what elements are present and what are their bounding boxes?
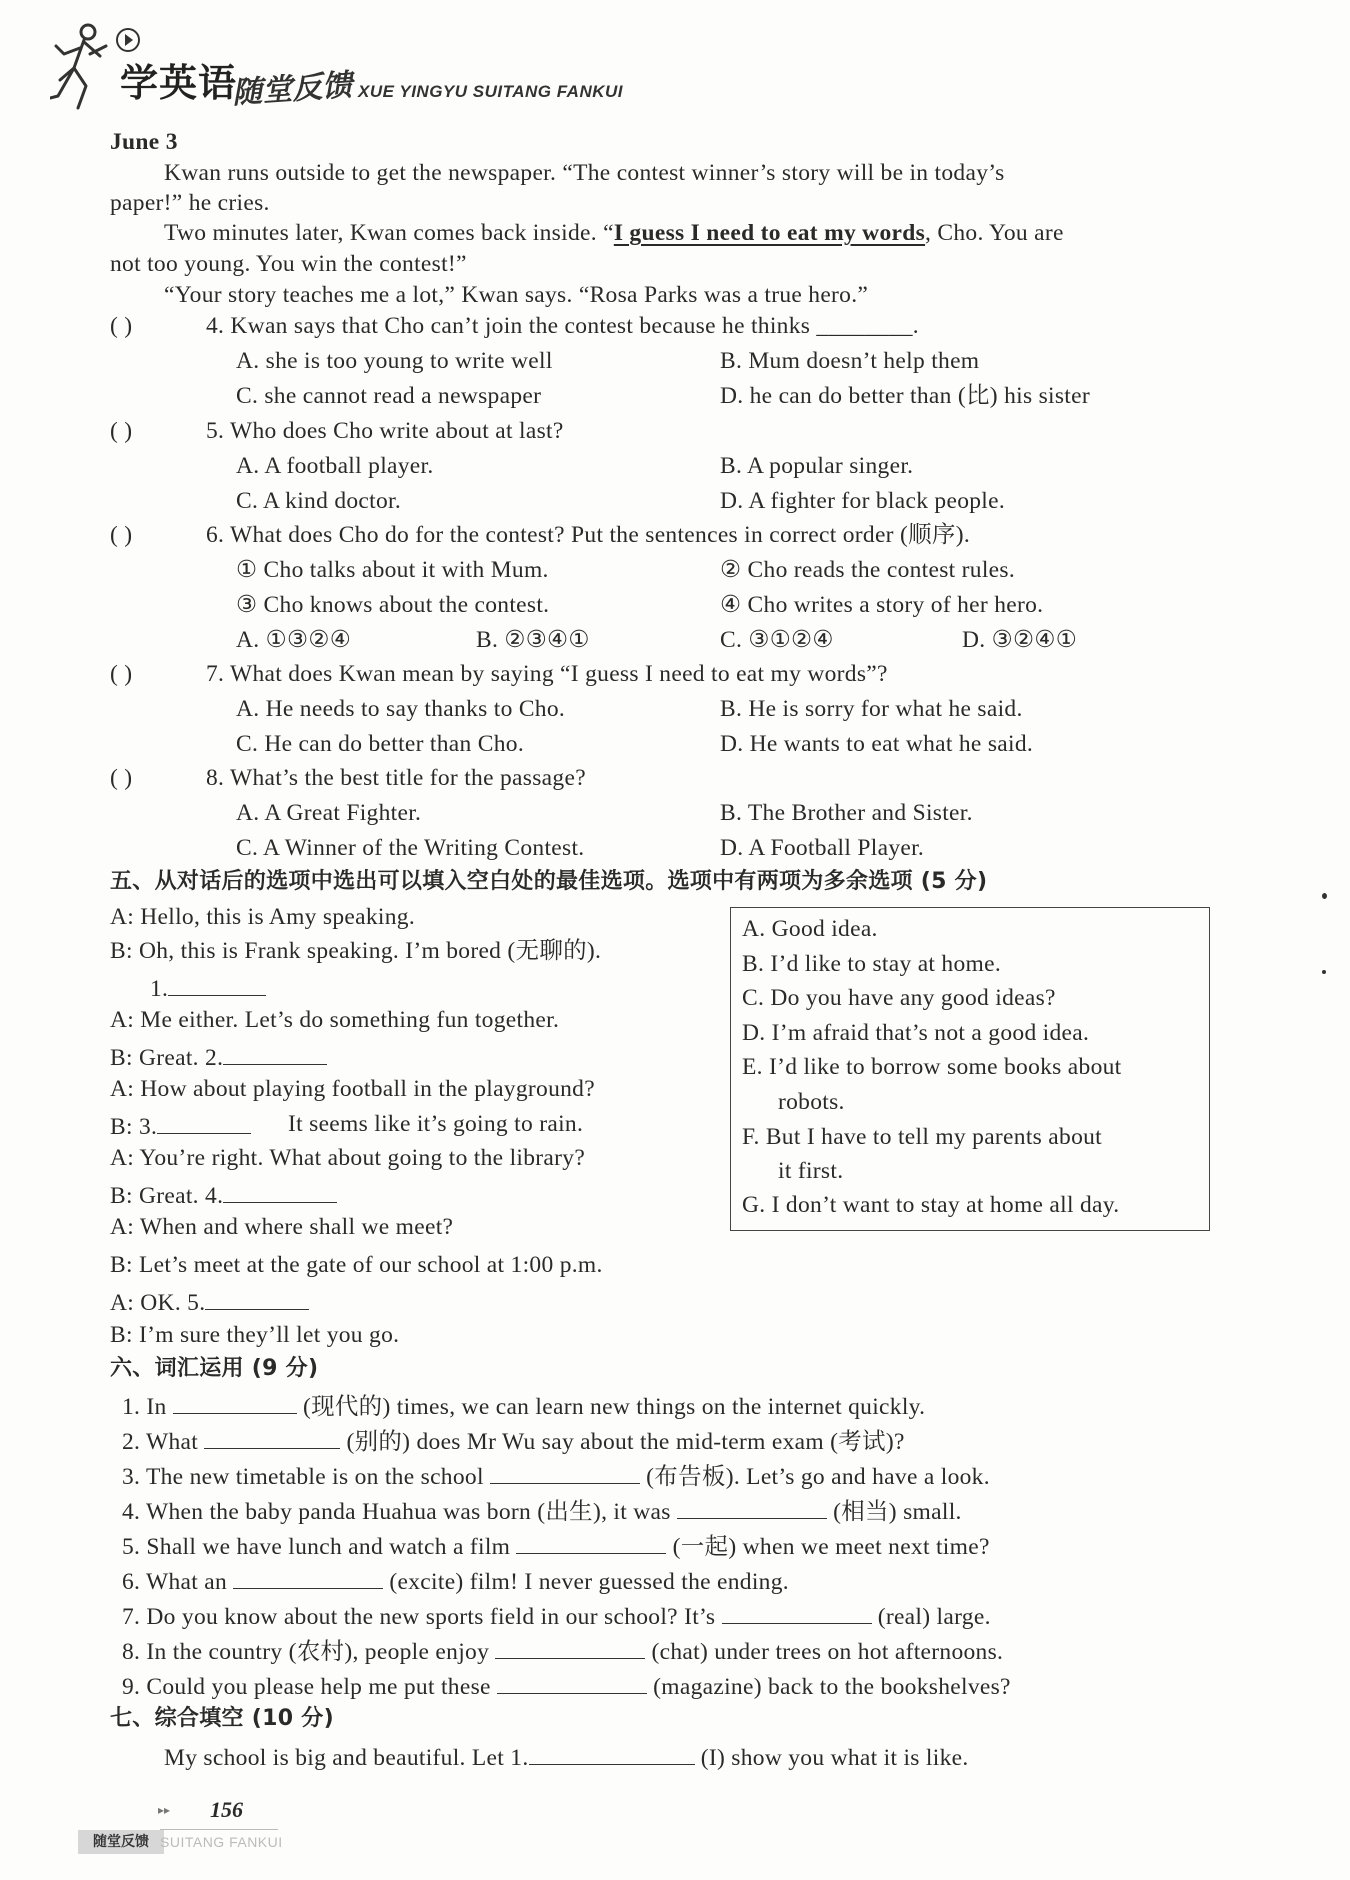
sentence-1: ① Cho talks about it with Mum. (236, 557, 549, 583)
answer-blank[interactable] (490, 1459, 640, 1484)
passage-line: “Your story teaches me a lot,” Kwan says. “Rosa Parks was a true hero.” (164, 282, 869, 308)
option-item: A. Good idea. (742, 916, 878, 942)
section-title: 七、综合填空 (10 分) (110, 1706, 334, 1731)
arrow-icon: ▸▸ (158, 1803, 171, 1817)
vocab-text: 3. The new timetable is on the school (122, 1464, 484, 1490)
dialogue-line (110, 1040, 327, 1073)
answer-paren[interactable]: ( ) (110, 522, 133, 548)
answer-blank[interactable] (233, 1564, 383, 1589)
footer-english: SUITANG FANKUI (160, 1834, 283, 1850)
dialogue-text: B: 3. (110, 1114, 158, 1140)
margin-mark (1322, 893, 1327, 899)
vocab-item (122, 1389, 925, 1422)
vocab-item (122, 1669, 1011, 1702)
dialogue-line: It seems like it’s going to rain. (288, 1111, 584, 1137)
answer-blank[interactable] (157, 1109, 251, 1134)
option-item-cont: it first. (778, 1158, 844, 1184)
answer-blank[interactable] (168, 971, 266, 996)
vocab-hint: (一起) when we meet next time? (672, 1534, 990, 1560)
dialogue-line: A: You’re right. What about going to the library? (110, 1145, 586, 1171)
answer-blank[interactable] (722, 1599, 872, 1624)
dialogue-line: A: Hello, this is Amy speaking. (110, 904, 416, 930)
cloze-text: My school is big and beautiful. Let (164, 1745, 505, 1771)
brand-title: 学英语 (120, 61, 238, 105)
question-stem: 6. What does Cho do for the contest? Put the sentences in correct order (顺序). (206, 522, 971, 548)
option-c: C. she cannot read a newspaper (236, 383, 542, 409)
option-c: C. A Winner of the Writing Contest. (236, 835, 585, 861)
option-item: E. I’d like to borrow some books about (742, 1054, 1122, 1080)
option-item: G. I don’t want to stay at home all day. (742, 1192, 1120, 1218)
dialogue-line: B: Oh, this is Frank speaking. I’m bored (无聊的). (110, 938, 602, 964)
footer-divider (160, 1829, 278, 1830)
dialogue-line: A: When and where shall we meet? (110, 1214, 454, 1240)
option-a: A. A Great Fighter. (236, 800, 422, 826)
answer-blank[interactable] (497, 1669, 647, 1694)
vocab-text: 6. What an (122, 1569, 228, 1595)
vocab-hint: (别的) does Mr Wu say about the mid-term exam (考试)? (346, 1429, 905, 1455)
option-d: D. he can do better than (比) his sister (720, 383, 1090, 409)
vocab-hint: (chat) under trees on hot afternoons. (651, 1639, 1004, 1665)
passage-date: June 3 (110, 129, 178, 155)
answer-blank[interactable] (516, 1529, 666, 1554)
section-title: 六、词汇运用 (9 分) (110, 1356, 319, 1381)
answer-paren[interactable]: ( ) (110, 661, 133, 687)
dialogue-line: A: Me either. Let’s do something fun together. (110, 1007, 560, 1033)
underlined-phrase: I guess I need to eat my words (613, 220, 926, 246)
answer-blank[interactable] (223, 1040, 327, 1065)
answer-paren[interactable]: ( ) (110, 765, 133, 791)
answer-blank[interactable] (205, 1285, 309, 1310)
option-d: D. ③②④① (962, 627, 1078, 653)
cloze-line (164, 1740, 969, 1773)
option-a: A. He needs to say thanks to Cho. (236, 696, 566, 722)
option-item: C. Do you have any good ideas? (742, 985, 1056, 1011)
blank-number: 1. (150, 976, 169, 1002)
dialogue-blank[interactable] (150, 971, 266, 1004)
brand-english: XUE YINGYU SUITANG FANKUI (358, 82, 624, 101)
vocab-text: 4. When the baby panda Huahua was born (出生), it was (122, 1499, 671, 1525)
vocab-text: 2. What (122, 1429, 199, 1455)
option-a: A. A football player. (236, 453, 434, 479)
vocab-item (122, 1424, 905, 1457)
option-item: B. I’d like to stay at home. (742, 951, 1002, 977)
dialogue-line: B: Let’s meet at the gate of our school at 1:00 p.m. (110, 1252, 603, 1278)
dialogue-text: B: Great. 2. (110, 1045, 224, 1071)
vocab-text: 7. Do you know about the new sports field in our school? It’s (122, 1604, 716, 1630)
vocab-hint: (相当) small. (833, 1499, 962, 1525)
dialogue-line (110, 1109, 251, 1142)
dialogue-line (110, 1178, 337, 1211)
vocab-item (122, 1564, 789, 1597)
dialogue-line (110, 1285, 309, 1318)
vocab-item (122, 1459, 990, 1492)
answer-paren[interactable]: ( ) (110, 313, 133, 339)
passage-line: paper!” he cries. (110, 190, 270, 216)
question-stem: 5. Who does Cho write about at last? (206, 418, 564, 444)
vocab-item (122, 1494, 962, 1527)
vocab-item (122, 1529, 990, 1562)
brand-subtitle: 随堂反馈 (231, 67, 354, 112)
option-b: B. He is sorry for what he said. (720, 696, 1023, 722)
vocab-text: 9. Could you please help me put these (122, 1674, 491, 1700)
option-d: D. A fighter for black people. (720, 488, 1006, 514)
option-b: B. The Brother and Sister. (720, 800, 973, 826)
blank-number: 1. (510, 1745, 529, 1771)
option-item-cont: robots. (778, 1089, 845, 1115)
answer-blank[interactable] (204, 1424, 340, 1449)
option-d: D. He wants to eat what he said. (720, 731, 1034, 757)
option-c: C. A kind doctor. (236, 488, 402, 514)
question-stem: 8. What’s the best title for the passage? (206, 765, 586, 791)
section-title: 五、从对话后的选项中选出可以填入空白处的最佳选项。选项中有两项为多余选项 (5 分) (110, 869, 988, 894)
passage-text: , Cho. You are (925, 220, 1064, 246)
page-number: 156 (210, 1797, 243, 1822)
answer-blank[interactable] (173, 1389, 297, 1414)
option-b: B. ②③④① (476, 627, 590, 653)
option-c: C. ③①②④ (720, 627, 834, 653)
margin-mark (1322, 970, 1326, 974)
answer-blank[interactable] (529, 1740, 695, 1765)
vocab-text: 1. In (122, 1394, 167, 1420)
passage-text: Two minutes later, Kwan comes back inside. “ (164, 220, 614, 246)
passage-line: not too young. You win the contest!” (110, 251, 467, 277)
vocab-text: 5. Shall we have lunch and watch a film (122, 1534, 511, 1560)
question-stem: 4. Kwan says that Cho can’t join the contest because he thinks ________. (206, 313, 919, 339)
option-d: D. A Football Player. (720, 835, 925, 861)
option-b: B. Mum doesn’t help them (720, 348, 980, 374)
answer-paren[interactable]: ( ) (110, 418, 133, 444)
option-c: C. He can do better than Cho. (236, 731, 525, 757)
page-header (50, 20, 690, 115)
passage-line: Kwan runs outside to get the newspaper. “The contest winner’s story will be in today’s (164, 160, 1005, 186)
answer-blank[interactable] (495, 1634, 645, 1659)
dialogue-text: B: Great. 4. (110, 1183, 224, 1209)
vocab-hint: (布告板). Let’s go and have a look. (646, 1464, 990, 1490)
option-a: A. ①③②④ (236, 627, 352, 653)
option-b: B. A popular singer. (720, 453, 914, 479)
sentence-4: ④ Cho writes a story of her hero. (720, 592, 1044, 618)
option-a: A. she is too young to write well (236, 348, 553, 374)
sentence-3: ③ Cho knows about the contest. (236, 592, 550, 618)
sentence-2: ② Cho reads the contest rules. (720, 557, 1016, 583)
dialogue-line: A: How about playing football in the playground? (110, 1076, 595, 1102)
passage-line (164, 218, 1064, 248)
vocab-hint: (现代的) times, we can learn new things on the internet quickly. (302, 1394, 926, 1420)
footer-tag: 随堂反馈 (78, 1830, 164, 1854)
vocab-item (122, 1634, 1003, 1667)
cloze-text: (I) show you what it is like. (700, 1745, 969, 1771)
option-item: F. But I have to tell my parents about (742, 1124, 1102, 1150)
answer-blank[interactable] (223, 1178, 337, 1203)
option-item: D. I’m afraid that’s not a good idea. (742, 1020, 1090, 1046)
question-stem: 7. What does Kwan mean by saying “I guess I need to eat my words”? (206, 661, 888, 687)
vocab-hint: (excite) film! I never guessed the ending. (389, 1569, 789, 1595)
vocab-hint: (magazine) back to the bookshelves? (653, 1674, 1011, 1700)
dialogue-line: B: I’m sure they’ll let you go. (110, 1322, 400, 1348)
vocab-item (122, 1599, 991, 1632)
answer-blank[interactable] (677, 1494, 827, 1519)
dialogue-text: A: OK. 5. (110, 1290, 206, 1316)
play-icon (116, 28, 140, 52)
vocab-text: 8. In the country (农村), people enjoy (122, 1639, 490, 1665)
vocab-hint: (real) large. (877, 1604, 991, 1630)
